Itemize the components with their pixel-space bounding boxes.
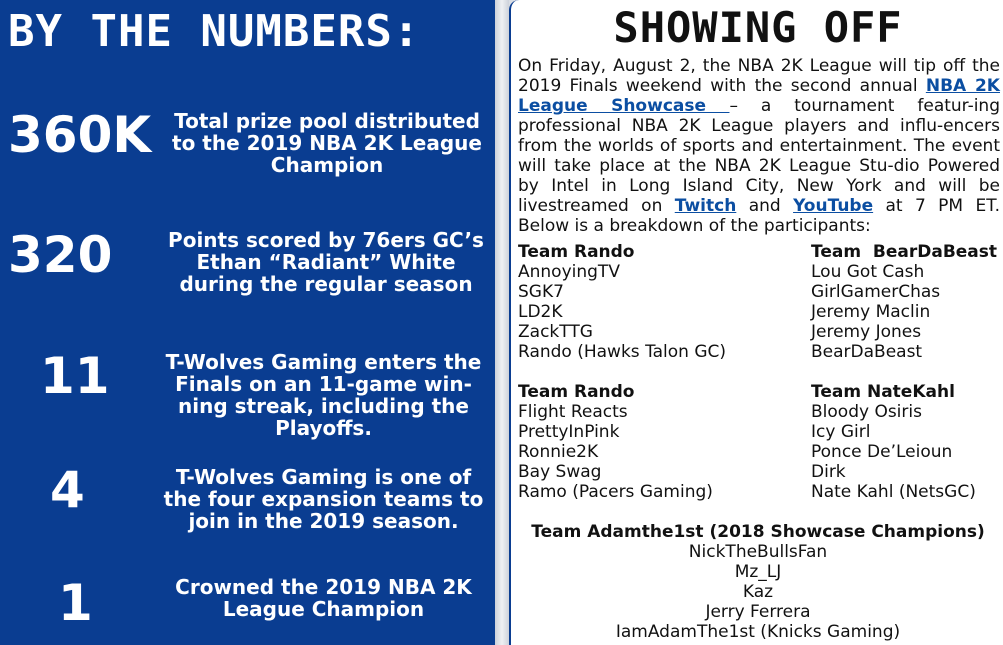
team-name: Team NateKahl	[811, 382, 955, 402]
team-member: Lou Got Cash	[811, 262, 925, 282]
team-list-rando-2	[518, 382, 713, 502]
stat-number-points: 320	[8, 226, 113, 284]
team-member: Jeremy Jones	[811, 322, 922, 342]
team-list-adamthe1st	[511, 522, 1003, 642]
by-the-numbers-panel	[0, 0, 495, 645]
team-member: NickTheBullsFan	[688, 542, 828, 562]
intro-text-3: and	[736, 196, 794, 216]
stat-number-expansion: 4	[50, 461, 85, 519]
team-member: Icy Girl	[811, 422, 871, 442]
team-name: Team BearDaBeast	[811, 242, 998, 262]
team-member: Mz_LJ	[734, 562, 782, 582]
team-member: PrettyInPink	[518, 422, 620, 442]
intro-text-2: – a tournament featur-ing professional NBA 2K League players and influ-encers from the worlds of sports and entertainment. The event will take place at the NBA 2K League Stu-dio Powered by Intel in Long Island City, New York and will be livestreamed on	[518, 96, 1000, 216]
team-member: GirlGamerChas	[811, 282, 941, 302]
showing-off-title: SHOWING OFF	[613, 3, 903, 52]
team-member: ZackTTG	[518, 322, 593, 342]
youtube-link[interactable]: YouTube	[793, 196, 874, 216]
team-list-rando-1	[518, 242, 726, 362]
team-member: Jerry Ferrera	[705, 602, 811, 622]
stat-number-win-streak: 11	[40, 347, 110, 405]
team-name: Team Adamthe1st (2018 Showcase Champions)	[531, 522, 985, 542]
team-member: Ronnie2K	[518, 442, 599, 462]
team-member: Rando (Hawks Talon GC)	[518, 342, 727, 362]
stat-description-points: Points scored by 76ers GC’s Ethan “Radiant” White during the regular season	[168, 228, 484, 296]
stat-number-prize-pool: 360K	[8, 106, 152, 164]
by-the-numbers-title: BY THE NUMBERS:	[8, 6, 421, 57]
team-name: Team Rando	[518, 382, 635, 402]
team-member: Bay Swag	[518, 462, 602, 482]
stat-description-prize-pool: Total prize pool distributed to the 2019 NBA 2K League Champion	[172, 109, 482, 177]
team-member: Ramo (Pacers Gaming)	[518, 482, 713, 502]
team-list-beardabeast	[811, 242, 997, 362]
twitch-link[interactable]: Twitch	[674, 196, 737, 216]
intro-text-1: On Friday, August 2, the NBA 2K League will tip off the 2019 Finals weekend with the second annual	[518, 56, 1000, 96]
team-member: IamAdamThe1st (Knicks Gaming)	[615, 622, 901, 642]
team-member: Ponce De’Leioun	[811, 442, 953, 462]
team-list-natekahl	[811, 382, 976, 502]
intro-text-4: at 7 PM ET. Below is a breakdown of the participants:	[518, 196, 1000, 236]
stat-description-expansion: T-Wolves Gaming is one of the four expansion teams to join in the 2019 season.	[163, 465, 484, 533]
team-member: Flight Reacts	[518, 402, 628, 422]
showing-off-panel	[509, 0, 1003, 645]
team-member: Kaz	[742, 582, 774, 602]
panel-divider	[495, 0, 509, 645]
team-member: SGK7	[518, 282, 564, 302]
team-member: Jeremy Maclin	[811, 302, 931, 322]
team-member: Bloody Osiris	[811, 402, 922, 422]
team-member: Dirk	[811, 462, 846, 482]
stat-number-champion: 1	[58, 574, 93, 632]
team-member: AnnoyingTV	[518, 262, 620, 282]
team-member: BearDaBeast	[811, 342, 923, 362]
team-member: Nate Kahl (NetsGC)	[811, 482, 976, 502]
team-name: Team Rando	[518, 242, 635, 262]
intro-paragraph	[518, 56, 1000, 236]
stat-description-champion: Crowned the 2019 NBA 2K League Champion	[175, 575, 472, 621]
showcase-link[interactable]: NBA 2K League Showcase	[518, 76, 1000, 116]
team-member: LD2K	[518, 302, 563, 322]
stat-description-win-streak: T-Wolves Gaming enters the Finals on an 11-game win-ning streak, including the Playoffs.	[165, 350, 482, 440]
